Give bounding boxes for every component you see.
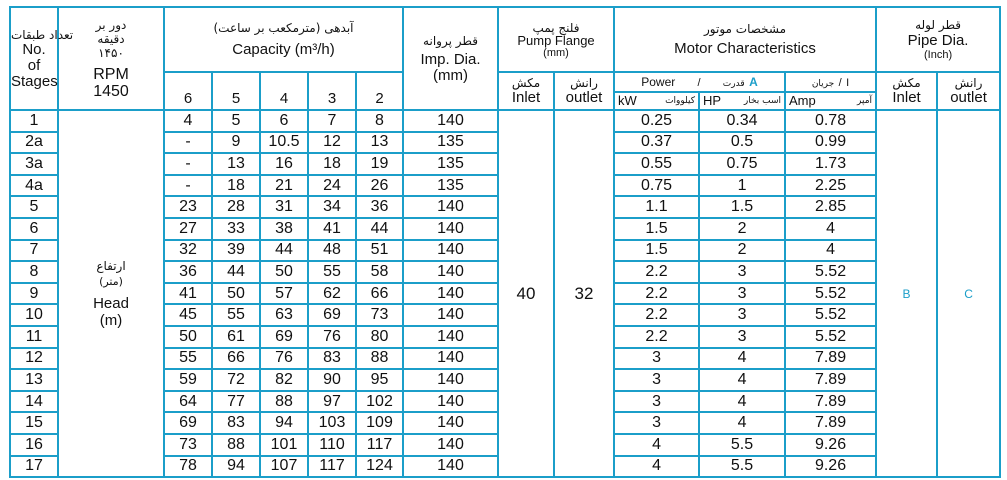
stage-cell: 15 [10, 412, 58, 434]
flange-outlet-fa: رانش [570, 76, 598, 90]
capacity-col-3: 3 [308, 72, 356, 110]
stage-cell: 11 [10, 326, 58, 348]
amp-cell: 2.25 [785, 175, 876, 197]
head-at-2-cell: 73 [356, 304, 403, 326]
head-at-2-cell: 36 [356, 196, 403, 218]
head-at-2-cell: 58 [356, 261, 403, 283]
capacity-col-6: 6 [164, 72, 212, 110]
flange-inlet-value: 40 [498, 110, 554, 477]
head-at-3-cell: 90 [308, 369, 356, 391]
head-at-5-cell: 66 [212, 348, 260, 370]
kw-cell: 3 [614, 412, 699, 434]
head-at-6-cell: 27 [164, 218, 212, 240]
kw-header-fa: کیلووات [665, 96, 696, 106]
rpm-header-value: 1450 [93, 82, 129, 100]
capacity-col-4: 4 [260, 72, 308, 110]
hp-cell: 4 [699, 391, 785, 413]
head-label-fa-1: ارتفاع [96, 258, 126, 273]
pipe-outlet-value: C [937, 110, 1000, 477]
capacity-header-en: Capacity (m³/h) [232, 41, 335, 58]
stages-header-fa: تعداد طبقات [11, 27, 74, 42]
rpm-header-fa-2: دقیقه [97, 31, 125, 46]
imp-dia-header-unit: (mm) [433, 66, 468, 84]
stage-cell: 13 [10, 369, 58, 391]
amp-cell: 5.52 [785, 283, 876, 305]
current-header-en: I [846, 77, 850, 89]
amp-cell: 7.89 [785, 369, 876, 391]
head-at-5-cell: 94 [212, 456, 260, 478]
pipe-outlet-header [937, 72, 1000, 110]
capacity-header-fa: آبدهی (مترمکعب بر ساعت) [213, 21, 354, 35]
head-at-6-cell: - [164, 132, 212, 154]
pipe-inlet-header [876, 72, 937, 110]
head-at-4-cell: 21 [260, 175, 308, 197]
head-at-6-cell: - [164, 153, 212, 175]
head-at-2-cell: 95 [356, 369, 403, 391]
impeller-dia-cell: 140 [403, 348, 498, 370]
imp-dia-header-en: Imp. Dia. [420, 50, 481, 68]
stages-header [10, 7, 74, 110]
head-at-4-cell: 6 [260, 110, 308, 132]
head-at-6-cell: 50 [164, 326, 212, 348]
power-header-tag: A [749, 75, 758, 89]
current-header-fa: جریان [811, 79, 835, 89]
pipe-inlet-value: B [876, 110, 937, 477]
pipe-dia-header-unit: (Inch) [923, 49, 953, 61]
current-header-slash: / [838, 77, 842, 89]
head-at-5-cell: 13 [212, 153, 260, 175]
amp-cell: 9.26 [785, 456, 876, 478]
flange-inlet-fa: مکش [511, 76, 541, 90]
amp-cell: 2.85 [785, 196, 876, 218]
head-at-5-cell: 83 [212, 412, 260, 434]
head-at-2-cell: 44 [356, 218, 403, 240]
amp-cell: 5.52 [785, 304, 876, 326]
head-at-4-cell: 63 [260, 304, 308, 326]
amp-cell: 0.78 [785, 110, 876, 132]
head-at-6-cell: 64 [164, 391, 212, 413]
stage-cell: 12 [10, 348, 58, 370]
head-at-6-cell: 4 [164, 110, 212, 132]
flange-outlet-en: outlet [565, 89, 603, 106]
hp-cell: 3 [699, 261, 785, 283]
kw-cell: 1.1 [614, 196, 699, 218]
stages-header-en-1: No. [22, 40, 46, 58]
power-header-fa: قدرت [722, 79, 745, 89]
hp-header [699, 92, 785, 110]
amp-cell: 4 [785, 240, 876, 262]
stage-cell: 4a [10, 175, 58, 197]
stage-cell: 1 [10, 110, 58, 132]
stage-cell: 9 [10, 283, 58, 305]
head-at-2-cell: 51 [356, 240, 403, 262]
impeller-dia-cell: 140 [403, 240, 498, 262]
hp-cell: 0.34 [699, 110, 785, 132]
amp-cell: 0.99 [785, 132, 876, 154]
head-at-3-cell: 34 [308, 196, 356, 218]
kw-cell: 0.37 [614, 132, 699, 154]
hp-cell: 5.5 [699, 434, 785, 456]
head-at-6-cell: 69 [164, 412, 212, 434]
head-at-3-cell: 69 [308, 304, 356, 326]
head-at-2-cell: 117 [356, 434, 403, 456]
head-at-4-cell: 76 [260, 348, 308, 370]
head-at-3-cell: 117 [308, 456, 356, 478]
head-at-6-cell: 23 [164, 196, 212, 218]
pump-spec-sheet [9, 6, 999, 473]
head-at-4-cell: 88 [260, 391, 308, 413]
current-header [785, 72, 876, 92]
head-at-6-cell: 45 [164, 304, 212, 326]
hp-cell: 0.5 [699, 132, 785, 154]
motor-header-en: Motor Characteristics [674, 40, 816, 57]
head-at-3-cell: 76 [308, 326, 356, 348]
table-row [10, 110, 1000, 132]
capacity-col-2: 2 [356, 72, 403, 110]
pump-flange-header-unit: (mm) [543, 46, 569, 59]
head-at-3-cell: 7 [308, 110, 356, 132]
stage-cell: 16 [10, 434, 58, 456]
head-at-3-cell: 110 [308, 434, 356, 456]
stage-cell: 6 [10, 218, 58, 240]
head-at-4-cell: 38 [260, 218, 308, 240]
hp-cell: 4 [699, 369, 785, 391]
head-at-2-cell: 109 [356, 412, 403, 434]
hp-cell: 1 [699, 175, 785, 197]
head-at-2-cell: 19 [356, 153, 403, 175]
head-at-5-cell: 77 [212, 391, 260, 413]
impeller-dia-cell: 140 [403, 283, 498, 305]
head-at-2-cell: 66 [356, 283, 403, 305]
head-at-6-cell: 41 [164, 283, 212, 305]
head-label-cell [58, 110, 164, 477]
head-at-2-cell: 13 [356, 132, 403, 154]
head-at-2-cell: 88 [356, 348, 403, 370]
head-at-5-cell: 50 [212, 283, 260, 305]
hp-cell: 3 [699, 283, 785, 305]
impeller-dia-cell: 140 [403, 196, 498, 218]
impeller-dia-cell: 140 [403, 261, 498, 283]
head-at-5-cell: 18 [212, 175, 260, 197]
head-at-6-cell: 36 [164, 261, 212, 283]
table-header [10, 7, 1000, 110]
kw-cell: 0.25 [614, 110, 699, 132]
amp-cell: 7.89 [785, 391, 876, 413]
head-at-5-cell: 5 [212, 110, 260, 132]
motor-header-fa: مشخصات موتور [704, 22, 787, 36]
head-at-4-cell: 82 [260, 369, 308, 391]
head-at-5-cell: 28 [212, 196, 260, 218]
head-at-4-cell: 31 [260, 196, 308, 218]
kw-cell: 3 [614, 369, 699, 391]
hp-cell: 4 [699, 348, 785, 370]
head-at-5-cell: 44 [212, 261, 260, 283]
capacity-col-5: 5 [212, 72, 260, 110]
amp-cell: 1.73 [785, 153, 876, 175]
stage-cell: 14 [10, 391, 58, 413]
stages-header-en-3: Stages [11, 72, 58, 90]
head-at-4-cell: 107 [260, 456, 308, 478]
table-body [10, 110, 1000, 477]
kw-cell: 3 [614, 391, 699, 413]
head-label-fa-2: (متر) [99, 274, 123, 288]
pipe-outlet-fa: رانش [954, 76, 983, 90]
pipe-inlet-en: Inlet [892, 89, 921, 106]
head-at-2-cell: 102 [356, 391, 403, 413]
kw-cell: 0.75 [614, 175, 699, 197]
head-at-3-cell: 83 [308, 348, 356, 370]
head-at-2-cell: 26 [356, 175, 403, 197]
hp-cell: 3 [699, 304, 785, 326]
pipe-outlet-en: outlet [950, 89, 987, 106]
head-at-3-cell: 103 [308, 412, 356, 434]
head-at-3-cell: 18 [308, 153, 356, 175]
head-at-5-cell: 39 [212, 240, 260, 262]
head-at-6-cell: 55 [164, 348, 212, 370]
kw-cell: 1.5 [614, 240, 699, 262]
impeller-dia-cell: 140 [403, 434, 498, 456]
head-at-6-cell: - [164, 175, 212, 197]
head-at-3-cell: 48 [308, 240, 356, 262]
impeller-dia-cell: 140 [403, 110, 498, 132]
rpm-header-en: RPM [93, 65, 129, 83]
head-at-2-cell: 80 [356, 326, 403, 348]
stage-cell: 7 [10, 240, 58, 262]
power-header [614, 72, 785, 92]
rpm-header-fa-1: دور بر [95, 17, 127, 32]
head-at-5-cell: 61 [212, 326, 260, 348]
amp-header-en: Amp [789, 93, 816, 108]
rpm-header-fa-3: ۱۴۵۰ [98, 45, 124, 60]
head-at-3-cell: 55 [308, 261, 356, 283]
power-header-en: Power [641, 75, 676, 89]
head-at-2-cell: 8 [356, 110, 403, 132]
stage-cell: 5 [10, 196, 58, 218]
stages-header-en-2: of [27, 56, 41, 74]
hp-header-en: HP [703, 93, 722, 108]
flange-outlet-header [554, 72, 614, 110]
impeller-dia-cell: 135 [403, 132, 498, 154]
stage-cell: 8 [10, 261, 58, 283]
pipe-dia-header-en: Pipe Dia. [907, 32, 969, 49]
imp-dia-header-fa: قطر پروانه [423, 33, 478, 48]
rpm-header [58, 7, 164, 110]
head-at-3-cell: 41 [308, 218, 356, 240]
impeller-dia-cell: 140 [403, 391, 498, 413]
flange-inlet-header [498, 72, 554, 110]
head-at-6-cell: 73 [164, 434, 212, 456]
head-at-5-cell: 33 [212, 218, 260, 240]
hp-cell: 2 [699, 240, 785, 262]
power-header-slash: / [697, 77, 701, 89]
head-at-2-cell: 124 [356, 456, 403, 478]
amp-cell: 5.52 [785, 326, 876, 348]
head-at-6-cell: 32 [164, 240, 212, 262]
kw-cell: 4 [614, 434, 699, 456]
hp-cell: 2 [699, 218, 785, 240]
hp-cell: 1.5 [699, 196, 785, 218]
head-at-3-cell: 62 [308, 283, 356, 305]
amp-cell: 7.89 [785, 348, 876, 370]
head-at-4-cell: 10.5 [260, 132, 308, 154]
kw-header-en: kW [618, 93, 637, 108]
head-at-6-cell: 59 [164, 369, 212, 391]
impeller-dia-cell: 140 [403, 456, 498, 478]
amp-cell: 9.26 [785, 434, 876, 456]
head-at-4-cell: 16 [260, 153, 308, 175]
kw-cell: 2.2 [614, 261, 699, 283]
impeller-dia-cell: 135 [403, 175, 498, 197]
head-at-5-cell: 88 [212, 434, 260, 456]
head-label-en-2: (m) [99, 311, 123, 329]
head-at-5-cell: 9 [212, 132, 260, 154]
impeller-dia-cell: 140 [403, 304, 498, 326]
head-at-6-cell: 78 [164, 456, 212, 478]
capacity-header [164, 7, 403, 72]
pipe-inlet-fa: مکش [892, 76, 921, 90]
stage-cell: 3a [10, 153, 58, 175]
pump-flange-header-fa: فلنج پمپ [532, 20, 580, 35]
stage-cell: 2a [10, 132, 58, 154]
pump-flange-header-en: Pump Flange [517, 32, 595, 48]
flange-outlet-value: 32 [554, 110, 614, 477]
impeller-dia-cell: 140 [403, 326, 498, 348]
head-at-3-cell: 97 [308, 391, 356, 413]
amp-cell: 5.52 [785, 261, 876, 283]
kw-cell: 2.2 [614, 283, 699, 305]
head-at-5-cell: 72 [212, 369, 260, 391]
pump-flange-header [498, 7, 614, 72]
head-at-5-cell: 55 [212, 304, 260, 326]
head-at-4-cell: 69 [260, 326, 308, 348]
kw-cell: 2.2 [614, 326, 699, 348]
impeller-dia-cell: 140 [403, 412, 498, 434]
kw-cell: 0.55 [614, 153, 699, 175]
head-at-3-cell: 24 [308, 175, 356, 197]
pipe-dia-header [876, 7, 1000, 72]
head-at-3-cell: 12 [308, 132, 356, 154]
amp-header [785, 92, 876, 110]
kw-header [614, 92, 699, 110]
imp-dia-header [403, 7, 498, 110]
kw-cell: 2.2 [614, 304, 699, 326]
head-at-4-cell: 94 [260, 412, 308, 434]
kw-cell: 3 [614, 348, 699, 370]
head-at-4-cell: 57 [260, 283, 308, 305]
head-label-en-1: Head [93, 294, 129, 312]
amp-cell: 4 [785, 218, 876, 240]
hp-cell: 3 [699, 326, 785, 348]
stage-cell: 17 [10, 456, 58, 478]
impeller-dia-cell: 140 [403, 369, 498, 391]
amp-cell: 7.89 [785, 412, 876, 434]
impeller-dia-cell: 140 [403, 218, 498, 240]
impeller-dia-cell: 135 [403, 153, 498, 175]
stage-cell: 10 [10, 304, 58, 326]
head-at-4-cell: 50 [260, 261, 308, 283]
head-at-4-cell: 101 [260, 434, 308, 456]
hp-cell: 4 [699, 412, 785, 434]
pump-spec-table [9, 6, 1001, 478]
hp-cell: 5.5 [699, 456, 785, 478]
hp-header-fa: اسب بخار [743, 96, 782, 106]
hp-cell: 0.75 [699, 153, 785, 175]
kw-cell: 1.5 [614, 218, 699, 240]
amp-header-fa: آمپر [857, 96, 873, 106]
kw-cell: 4 [614, 456, 699, 478]
pipe-dia-header-fa: قطر لوله [915, 18, 962, 32]
flange-inlet-en: Inlet [511, 89, 541, 106]
motor-header [614, 7, 876, 72]
head-at-4-cell: 44 [260, 240, 308, 262]
